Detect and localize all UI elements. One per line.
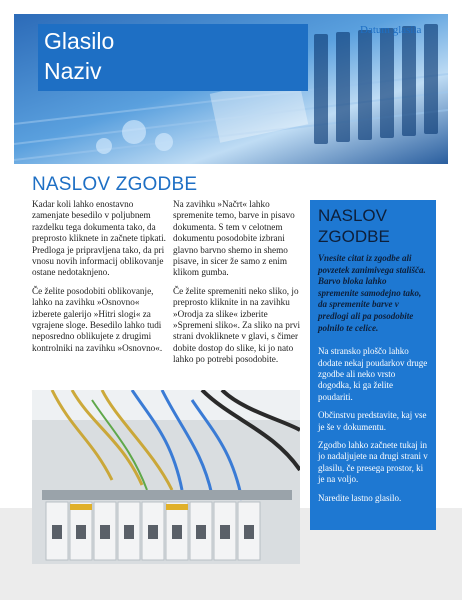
- pull-quote: Vnesite citat iz zgodbe ali povzetek zanimivega stališča. Barvo bloka lahko spremenite samodejno tako, da spremenite barve v predlogi ali pa posodobite polnilo te celice.: [318, 253, 426, 333]
- story-headline[interactable]: NASLOV ZGODBE: [32, 174, 198, 195]
- story-paragraph: Če želite posodobiti oblikovanje, lahko na zavihku »Osnovno« izberete galerijo »Hitri slogi« za vgrajene sloge. Besedilo lahko tudi neposredno oblikujete z drugimi kontrolniki na zavihku »Osnovno«.: [32, 285, 163, 353]
- sidebar-panel[interactable]: [310, 200, 436, 530]
- story-paragraph: Če želite spremeniti neko sliko, jo preprosto kliknite in na zavihku »Orodja za slike« izberite »Spremeni sliko«. Za sliko na prvi strani dvokliknete v glavi, s čimer dobite dostop do slike, ki jo nato lahko po potrebi posodobite.: [173, 285, 301, 365]
- sidebar-paragraph: Na stransko ploščo lahko dodate nekaj poudarkov druge zgodbe ali neko vrsto dogodka, ki ga želite poudariti.: [318, 346, 428, 402]
- sidebar-headline: [318, 205, 428, 247]
- story-column-1[interactable]: [32, 199, 166, 361]
- sidebar-paragraph: Naredite lastno glasilo.: [318, 492, 402, 503]
- newsletter-title: Glasilo: [44, 28, 115, 54]
- sidebar-headline-line1: NASLOV: [318, 206, 387, 225]
- story-image[interactable]: [32, 390, 300, 564]
- story-paragraph: Na zavihku »Načrt« lahko spremenite temo, barve in pisavo dokumenta. S tem v celotnem dokumentu posodobite izbrani glavno barvno shemo in shemo pisave, in sicer že samo z enim klikom gumba.: [173, 199, 295, 278]
- sidebar-paragraph: Zgodbo lahko začnete tukaj in jo nadaljujete na drugi strani v glasilu, če presega prostor, ki je na voljo.: [318, 440, 428, 485]
- sidebar-paragraph: Občinstvu predstavite, kaj vse je še v dokumentu.: [318, 410, 427, 432]
- newsletter-name: Naziv: [44, 58, 102, 84]
- story-paragraph: Kadar koli lahko enostavno zamenjate besedilo v poljubnem razdelku tega dokumenta tako, da preprosto kliknete in začnete tipkati. Predloga je pripravljena tako, da pri vnosu novih informacij oblikovanje ostane nedotaknjeno.: [32, 199, 166, 278]
- story-column-2[interactable]: [173, 199, 303, 373]
- sidebar-body: [318, 346, 428, 504]
- sidebar-headline-line2: ZGODBE: [318, 227, 390, 246]
- electrical-panel-photo: [32, 390, 300, 564]
- newsletter-date[interactable]: Datum glasila: [360, 24, 422, 36]
- newsletter-title-box[interactable]: [38, 24, 308, 91]
